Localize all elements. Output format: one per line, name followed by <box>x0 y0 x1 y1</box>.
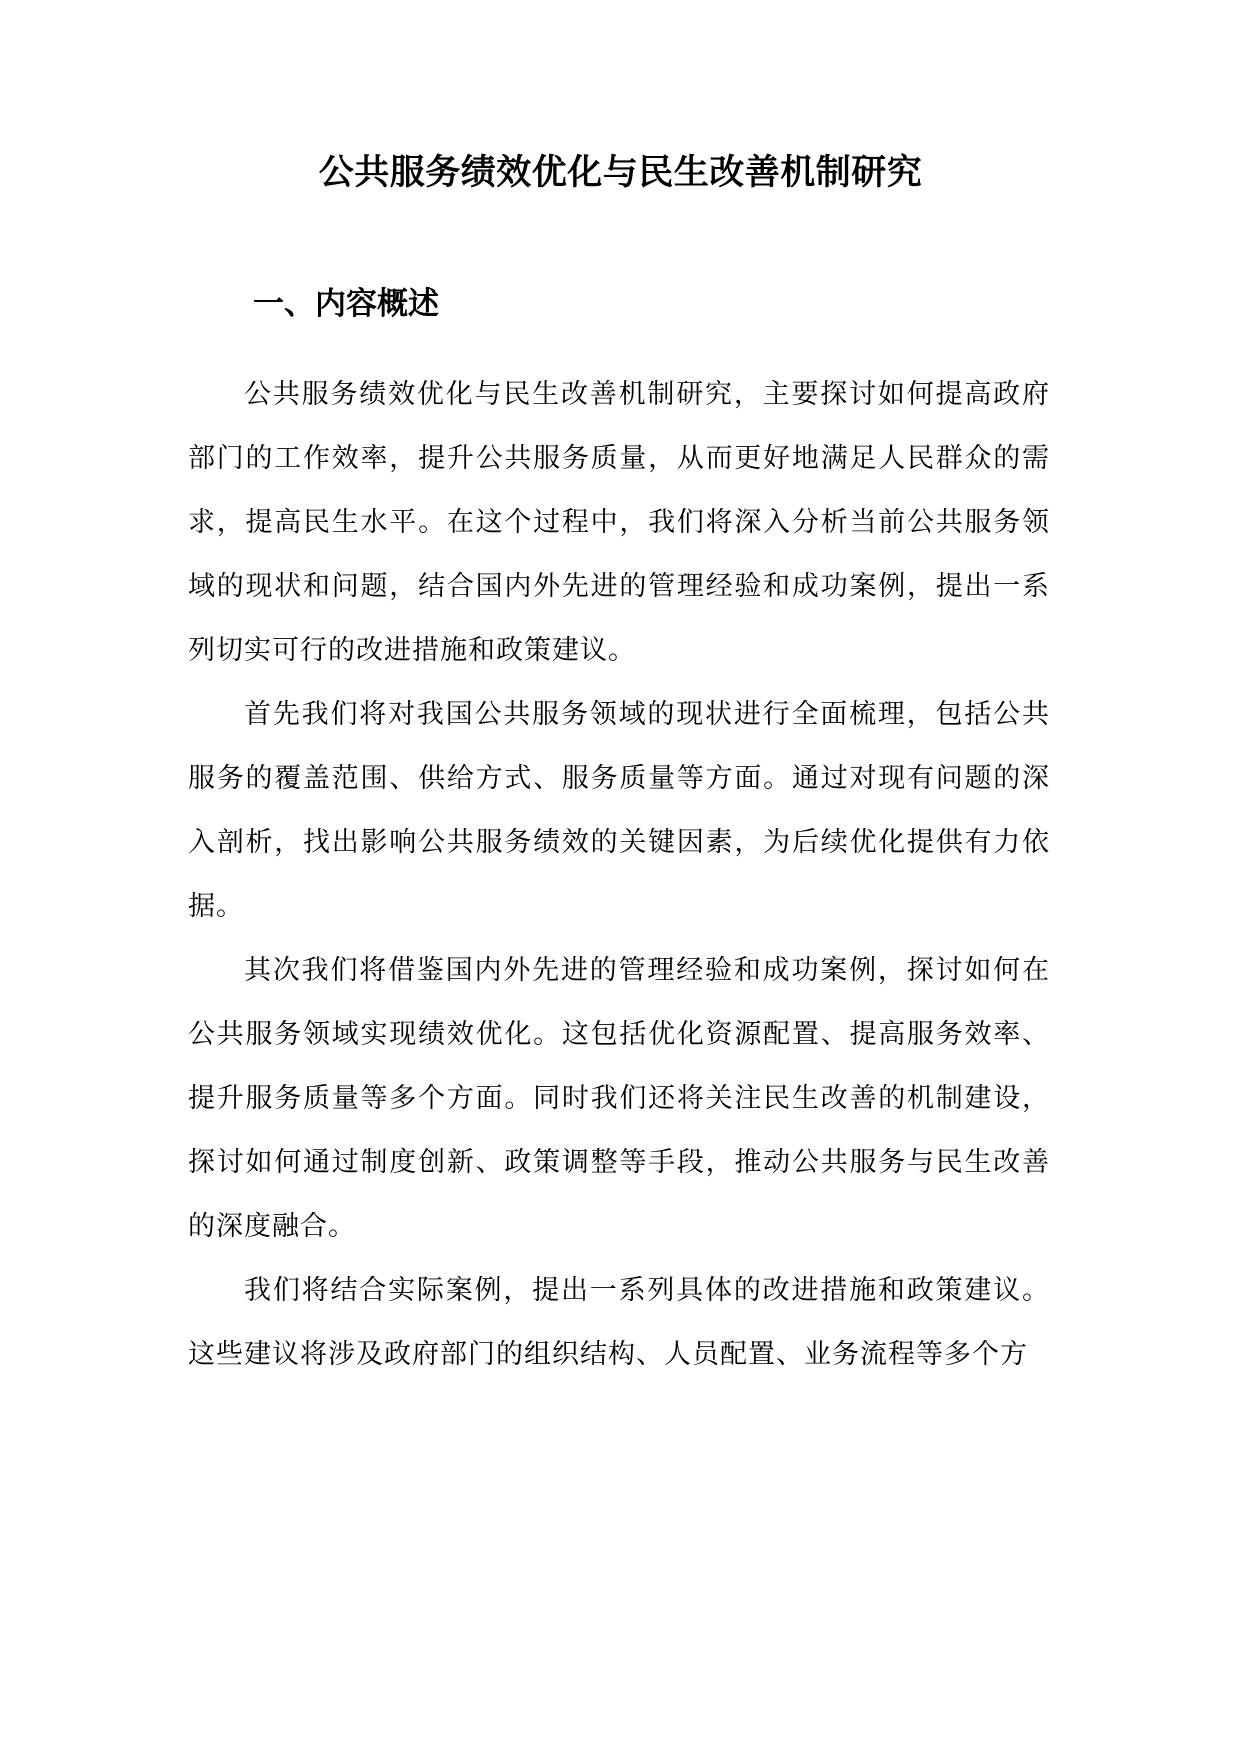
paragraph-1: 公共服务绩效优化与民生改善机制研究，主要探讨如何提高政府部门的工作效率，提升公共服务质量，从而更好地满足人民群众的需求，提高民生水平。在这个过程中，我们将深入分析当前公共服务领域的现状和问题，结合国内外先进的管理经验和成功案例，提出一系列切实可行的改进措施和政策建议。 <box>188 379 1050 666</box>
paragraph-4: 我们将结合实际案例，提出一系列具体的改进措施和政策建议。这些建议将涉及政府部门的组织结构、人员配置、业务流程等多个方 <box>188 1275 1050 1370</box>
section-heading: 一、内容概述 <box>253 286 439 322</box>
document-title: 公共服务绩效优化与民生改善机制研究 <box>318 153 923 193</box>
paragraph-2: 首先我们将对我国公共服务领域的现状进行全面梳理，包括公共服务的覆盖范围、供给方式、服务质量等方面。通过对现有问题的深入剖析，找出影响公共服务绩效的关键因素，为后续优化提供有力依据。 <box>188 699 1050 922</box>
paragraph-3: 其次我们将借鉴国内外先进的管理经验和成功案例，探讨如何在公共服务领域实现绩效优化。这包括优化资源配置、提高服务效率、提升服务质量等多个方面。同时我们还将关注民生改善的机制建设，探讨如何通过制度创新、政策调整等手段，推动公共服务与民生改善的深度融合。 <box>188 955 1050 1242</box>
body-text <box>188 363 1050 1387</box>
